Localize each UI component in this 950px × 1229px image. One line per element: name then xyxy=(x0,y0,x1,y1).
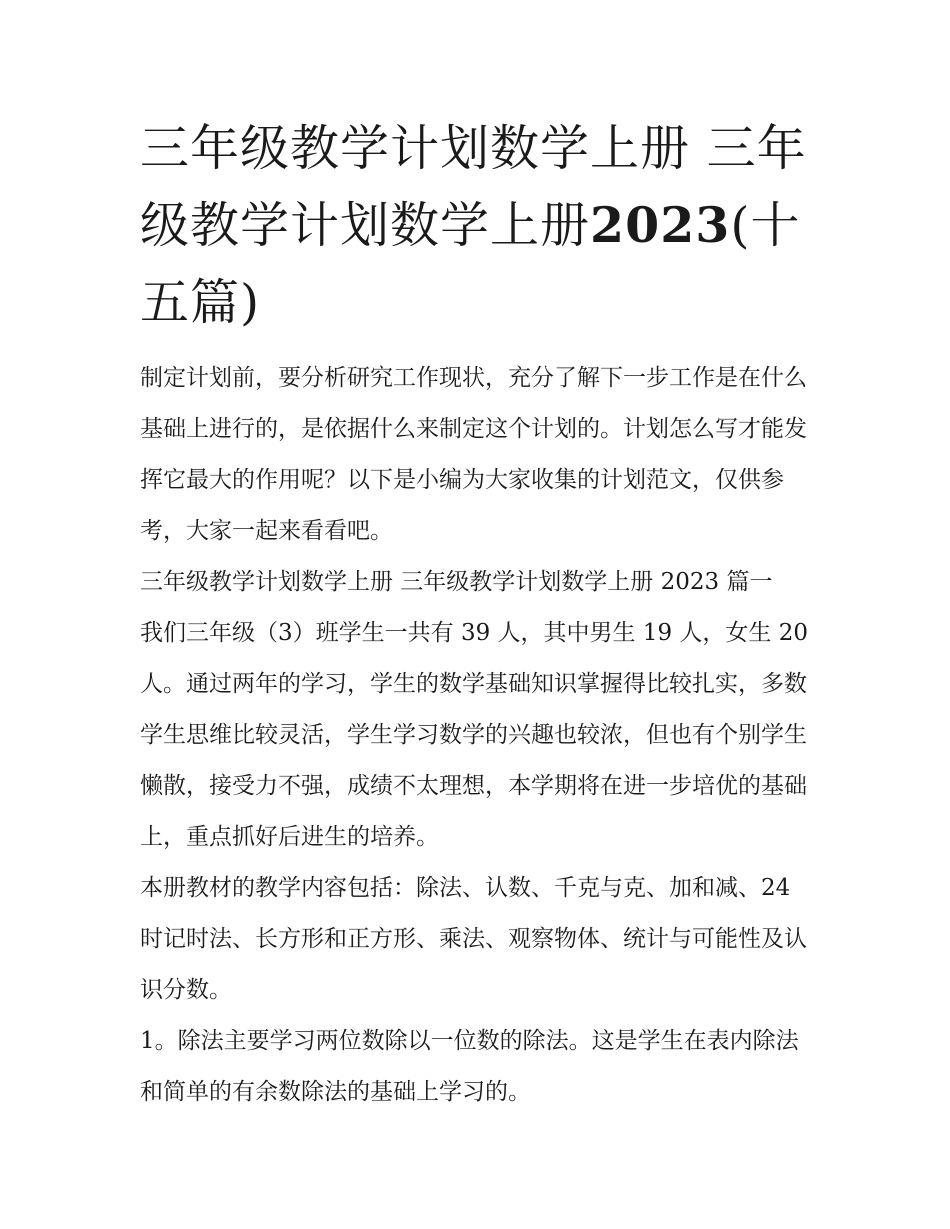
division-paragraph: 1。除法主要学习两位数除以一位数的除法。这是学生在表内除法和简单的有余数除法的基础上学习的。 xyxy=(140,1028,799,1105)
content-paragraph: 本册教材的教学内容包括：除法、认数、千克与克、加和减、24 时记时法、长方形和正方形、乘法、观察物体、统计与可能性及认识分数。 xyxy=(140,875,807,1003)
title-year: 2023 xyxy=(590,196,731,254)
class-analysis-paragraph: 我们三年级（3）班学生一共有 39 人，其中男生 19 人，女生 20 人。通过两年的学习，学生的数学基础知识掌握得比较扎实，多数学生思维比较灵活，学生学习数学的兴趣也较浓，但也有个别学生懒散，接受力不强，成绩不太理想，本学期将在进一步培优的基础上，重点抓好后进生的培养。 xyxy=(140,620,808,850)
document-page xyxy=(140,110,830,1118)
document-title xyxy=(140,110,820,341)
intro-paragraph: 制定计划前，要分析研究工作现状，充分了解下一步工作是在什么基础上进行的，是依据什么来制定这个计划的。计划怎么写才能发挥它最大的作用呢？以下是小编为大家收集的计划范文，仅供参考，大家一起来看看吧。 xyxy=(140,365,807,544)
title-text-part2: (十五篇) xyxy=(140,197,801,331)
title-text-part1: 三年级教学计划数学上册 三年级教学计划数学上册 xyxy=(140,120,807,254)
document-body xyxy=(140,353,830,1118)
section-heading: 三年级教学计划数学上册 三年级教学计划数学上册 2023 篇一 xyxy=(140,569,773,595)
